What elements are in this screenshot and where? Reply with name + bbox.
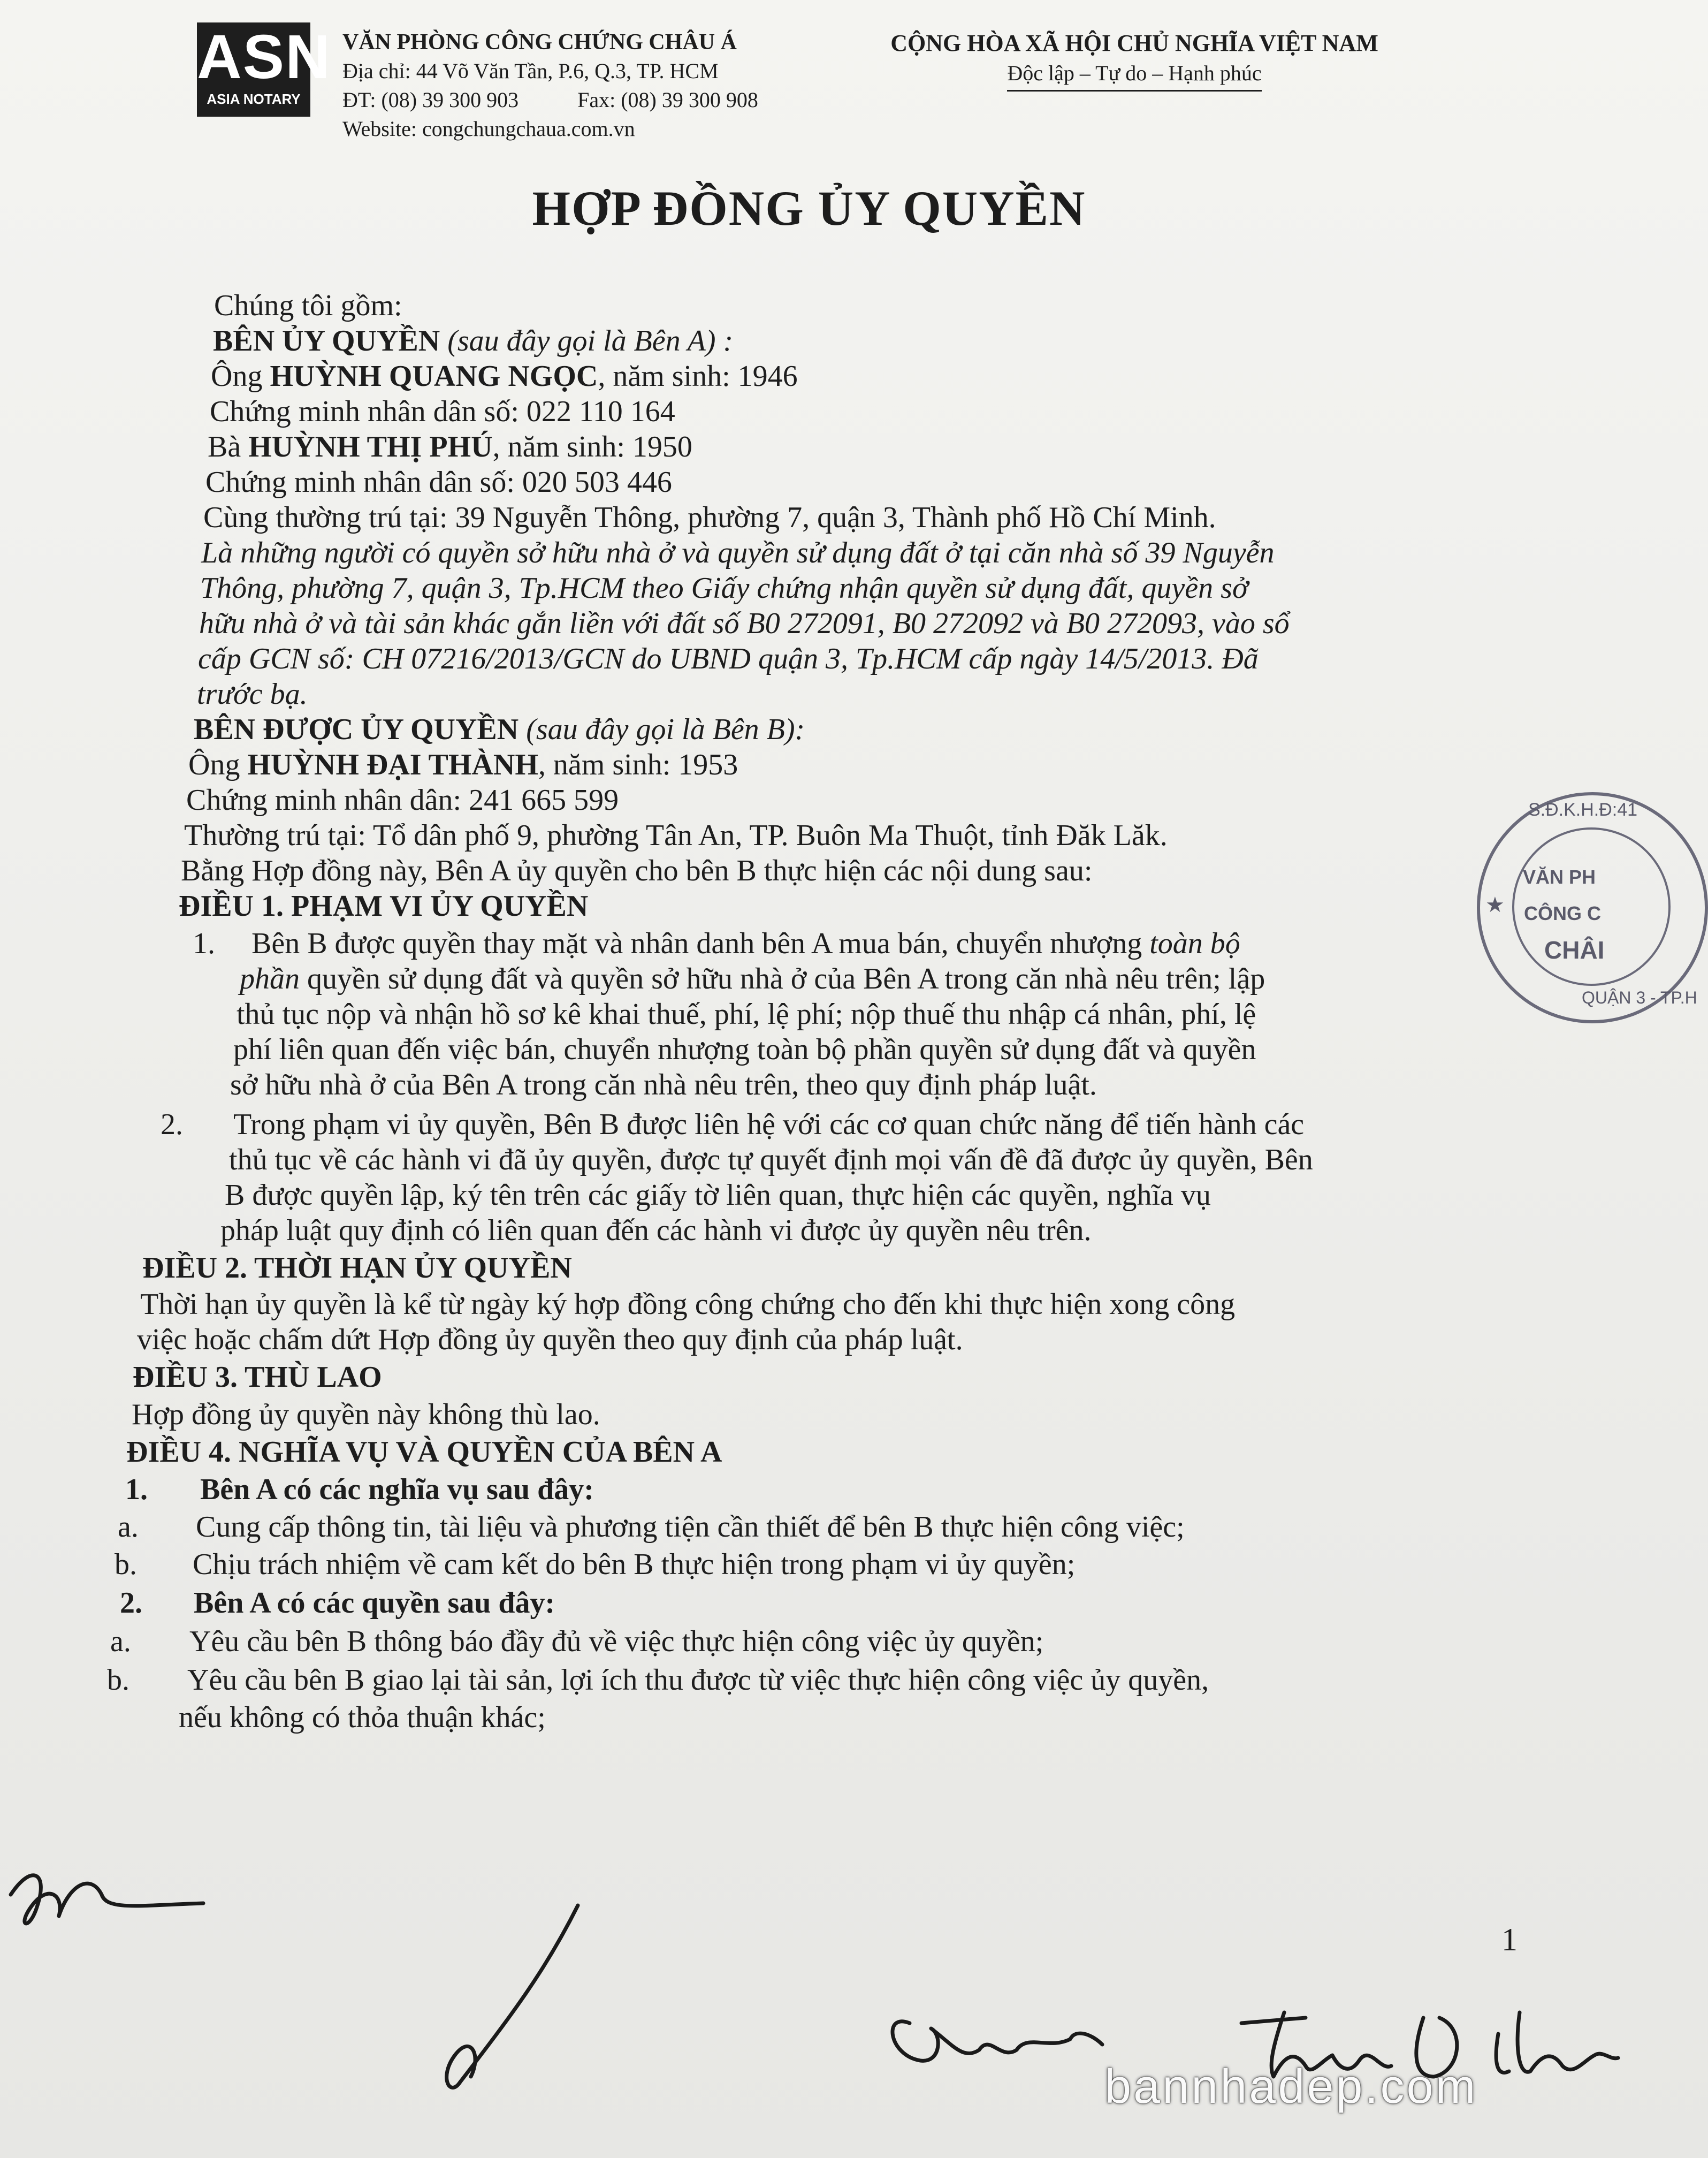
article1-item2-number: 2.: [161, 1108, 183, 1141]
office-phone: ĐT: (08) 39 300 903: [342, 88, 519, 112]
article2-text-line: việc hoặc chấm dứt Hợp đồng ủy quyền theo quy định của pháp luật.: [137, 1323, 963, 1356]
ownership-line: trước bạ.: [197, 678, 308, 711]
office-website: Website: congchungchaua.com.vn: [342, 117, 635, 141]
article4-item-text: nếu không có thỏa thuận khác;: [179, 1701, 546, 1734]
office-address: Địa chỉ: 44 Võ Văn Tần, P.6, Q.3, TP. HCM: [342, 59, 719, 83]
party-a-note: (sau đây gọi là Bên A) :: [447, 324, 734, 358]
article4-item-label: a.: [118, 1510, 139, 1544]
ownership-line: cấp GCN số: CH 07216/2013/GCN do UBND quận 3, Tp.HCM cấp ngày 14/5/2013. Đã: [198, 642, 1259, 675]
authorization-statement: Bằng Hợp đồng này, Bên A ủy quyền cho bên B thực hiện các nội dung sau:: [181, 854, 1093, 887]
article1-item2-line: Trong phạm vi ủy quyền, Bên B được liên hệ với các cơ quan chức năng để tiến hành các: [233, 1108, 1305, 1141]
party-b-label: BÊN ĐƯỢC ỦY QUYỀN: [194, 713, 519, 746]
article4-item-text: Chịu trách nhiệm về cam kết do bên B thực hiện trong phạm vi ủy quyền;: [193, 1548, 1076, 1581]
article1-item1-emphasis: phần: [240, 962, 300, 996]
article1-item1-text: quyền sử dụng đất và quyền sở hữu nhà ở của Bên A trong căn nhà nêu trên; lập: [307, 962, 1265, 996]
party-a-person2-name: HUỲNH THỊ PHÚ: [248, 430, 493, 463]
article1-item1-number: 1.: [193, 927, 215, 960]
stamp-bottom-text: QUẬN 3 - TP.H: [1582, 988, 1697, 1007]
signature-party-b: [893, 2022, 1102, 2061]
article1-item2-line: pháp luật quy định có liên quan đến các hành vi được ủy quyền nêu trên.: [220, 1214, 1092, 1247]
article4-item-text: Cung cấp thông tin, tài liệu và phương tiện cần thiết để bên B thực hiện công việc;: [196, 1510, 1185, 1544]
article4-item-label: a.: [110, 1625, 131, 1658]
party-a-person1-year: , năm sinh: 1946: [598, 360, 798, 393]
office-fax: Fax: (08) 39 300 908: [577, 88, 758, 112]
article1-item2-line: B được quyền lập, ký tên trên các giấy tờ liên quan, thực hiện các quyền, nghĩa vụ: [225, 1179, 1211, 1212]
national-motto: Độc lập – Tự do – Hạnh phúc: [1007, 59, 1261, 92]
ownership-line: Thông, phường 7, quận 3, Tp.HCM theo Giấy chứng nhận quyền sử dụng đất, quyền sở: [200, 572, 1248, 605]
party-a-person2-year: , năm sinh: 1950: [492, 430, 692, 463]
party-a-person1-name: HUỲNH QUANG NGỌC: [270, 360, 598, 393]
logo-text: ASN: [197, 22, 331, 92]
republic-name: CỘNG HÒA XÃ HỘI CHỦ NGHĨA VIỆT NAM: [890, 30, 1378, 56]
intro-line: Chúng tôi gồm:: [214, 289, 402, 322]
document-title: HỢP ĐỒNG ỦY QUYỀN: [532, 181, 1086, 235]
party-a-person2-prefix: Bà: [208, 430, 241, 463]
stamp-top-text: S.Đ.K.H.Đ:41: [1528, 800, 1638, 820]
party-a-person1-prefix: Ông: [211, 360, 263, 393]
article1-item1-line: phí liên quan đến việc bán, chuyển nhượng toàn bộ phần quyền sử dụng đất và quyền: [233, 1033, 1256, 1066]
party-b-person1-prefix: Ông: [188, 748, 240, 781]
article4-item-text: Yêu cầu bên B giao lại tài sản, lợi ích thu được từ việc thực hiện công việc ủy quyền,: [187, 1663, 1209, 1697]
ownership-line: Là những người có quyền sở hữu nhà ở và quyền sử dụng đất ở tại căn nhà số 39 Nguyễn: [201, 536, 1275, 569]
logo-subtext: ASIA NOTARY: [207, 91, 301, 107]
party-b-person1-name: HUỲNH ĐẠI THÀNH: [247, 748, 538, 781]
party-b-residence: Thường trú tại: Tổ dân phố 9, phường Tân An, TP. Buôn Ma Thuột, tỉnh Đăk Lăk.: [184, 819, 1168, 852]
stamp-text: CHÂI: [1544, 936, 1605, 964]
party-a-person1-id: Chứng minh nhân dân số: 022 110 164: [210, 395, 675, 428]
article1-item1-text: Bên B được quyền thay mặt và nhân danh bên A mua bán, chuyển nhượng: [251, 927, 1142, 960]
watermark-text: bannhadep.com: [1104, 2060, 1478, 2114]
article4-item-label: b.: [107, 1663, 129, 1697]
article1-item1-line: sở hữu nhà ở của Bên A trong căn nhà nêu trên, theo quy định pháp luật.: [230, 1068, 1097, 1101]
party-a-label: BÊN ỦY QUYỀN: [213, 324, 440, 358]
article1-item2-line: thủ tục về các hành vi đã ủy quyền, được tự quyết định mọi vấn đề đã được ủy quyền, Bên: [229, 1143, 1313, 1176]
article4-section1-title: Bên A có các nghĩa vụ sau đây:: [200, 1473, 594, 1506]
stamp-text: VĂN PH: [1523, 866, 1596, 888]
party-b-person1-id: Chứng minh nhân dân: 241 665 599: [186, 784, 619, 817]
office-name: VĂN PHÒNG CÔNG CHỨNG CHÂU Á: [342, 30, 737, 55]
article4-section1-number: 1.: [125, 1473, 148, 1506]
article4-heading: ĐIỀU 4. NGHĨA VỤ VÀ QUYỀN CỦA BÊN A: [126, 1435, 722, 1469]
party-a-residence: Cùng thường trú tại: 39 Nguyễn Thông, phường 7, quận 3, Thành phố Hồ Chí Minh.: [203, 501, 1216, 534]
article4-section2-number: 2.: [120, 1586, 142, 1620]
ownership-line: hữu nhà ở và tài sản khác gắn liền với đất số B0 272091, B0 272092 và B0 272093, vào sổ: [199, 607, 1290, 640]
signature-party-a-1: [11, 1875, 203, 1924]
article2-heading: ĐIỀU 2. THỜI HẠN ỦY QUYỀN: [142, 1251, 572, 1285]
article1-item1-line: thủ tục nộp và nhận hồ sơ kê khai thuế, phí, lệ phí; nộp thuế thu nhập cá nhân, phí, lệ: [237, 998, 1256, 1031]
article1-heading: ĐIỀU 1. PHẠM VI ỦY QUYỀN: [179, 890, 589, 923]
article3-heading: ĐIỀU 3. THÙ LAO: [133, 1361, 382, 1394]
article4-item-text: Yêu cầu bên B thông báo đầy đủ về việc thực hiện công việc ủy quyền;: [189, 1625, 1044, 1658]
party-a-person2-id: Chứng minh nhân dân số: 020 503 446: [205, 466, 672, 499]
stamp-text: CÔNG C: [1524, 902, 1601, 924]
stamp-star-icon: ★: [1485, 893, 1505, 917]
party-b-note: (sau đây gọi là Bên B):: [526, 713, 805, 746]
page-number: 1: [1501, 1922, 1518, 1957]
article3-text: Hợp đồng ủy quyền này không thù lao.: [132, 1398, 600, 1431]
article4-item-label: b.: [115, 1548, 137, 1581]
party-b-person1-year: , năm sinh: 1953: [538, 748, 738, 781]
signature-party-a-2: [447, 1905, 578, 2087]
article4-section2-title: Bên A có các quyền sau đây:: [194, 1586, 555, 1620]
article2-text-line: Thời hạn ủy quyền là kể từ ngày ký hợp đồng công chứng cho đến khi thực hiện xong công: [140, 1288, 1236, 1321]
article1-item1-emphasis: toàn bộ: [1149, 927, 1240, 960]
